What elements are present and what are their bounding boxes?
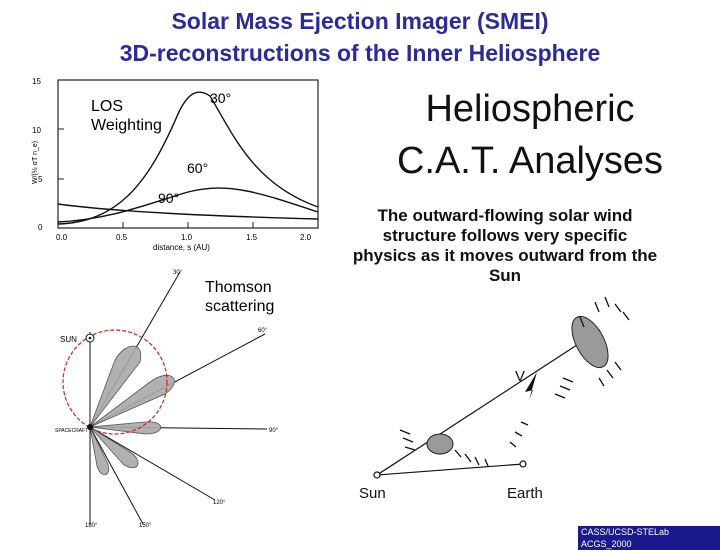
heading-heliospheric: Heliospheric (425, 88, 635, 130)
curve-label-60: 60° (187, 160, 209, 176)
sun-label: SUN (60, 335, 77, 344)
description-text: The outward-flowing solar wind structure follows very specific physics as it moves outward from the Sun (352, 206, 658, 285)
curve-60deg (58, 188, 318, 222)
y-tick-label: 0 (38, 223, 43, 232)
curve-label-90: 90° (158, 190, 180, 206)
earth-marker (520, 461, 526, 467)
y-tick-label: 15 (32, 77, 41, 86)
x-tick-label: 1.0 (181, 233, 193, 242)
credit-footer: CASS/UCSD-STELab ACGS_2000 (578, 526, 720, 550)
x-axis-label: distance, s (AU) (153, 243, 210, 252)
angle-label: 30° (173, 270, 183, 276)
los-weighting-label: LOS Weighting (91, 98, 162, 134)
page-title-line1: Solar Mass Ejection Imager (SMEI) (171, 8, 549, 34)
solar-wind-flow-diagram (355, 282, 700, 502)
angle-label: 180° (85, 523, 98, 529)
x-tick-label: 2.0 (300, 233, 312, 242)
earth-text: Earth (507, 485, 543, 502)
velocity-label: V (515, 368, 526, 385)
y-axis-label: W/(½ σT n_e) (32, 140, 39, 184)
velocity-arrow (525, 372, 537, 400)
page-title-line2: 3D-reconstructions of the Inner Heliosphere (119, 40, 601, 66)
spacecraft-label: SPACECRAFT (55, 428, 89, 434)
angle-label: 60° (258, 328, 268, 334)
small-ejecta (427, 434, 453, 454)
angle-label: 120° (213, 500, 226, 506)
sun-text: Sun (359, 485, 386, 502)
flow-direction-line (377, 330, 600, 475)
ray-150 (90, 427, 143, 524)
sun-marker (374, 472, 380, 478)
x-tick-label: 1.5 (246, 233, 258, 242)
curve-label-30: 30° (210, 90, 232, 106)
angle-label: 90° (269, 428, 279, 434)
y-tick-label: 10 (32, 126, 41, 135)
y-tick-label: 5 (38, 175, 43, 184)
angle-label: 150° (139, 523, 152, 529)
thomson-scattering-diagram (55, 262, 295, 534)
sun-earth-line (377, 464, 523, 475)
ray-120 (90, 427, 215, 500)
x-tick-label: 0.5 (116, 233, 128, 242)
x-tick-label: 0.0 (56, 233, 68, 242)
heading-cat-analyses: C.A.T. Analyses (396, 140, 664, 182)
thomson-scattering-label: Thomson scattering (205, 279, 275, 315)
large-ejecta (564, 311, 615, 374)
